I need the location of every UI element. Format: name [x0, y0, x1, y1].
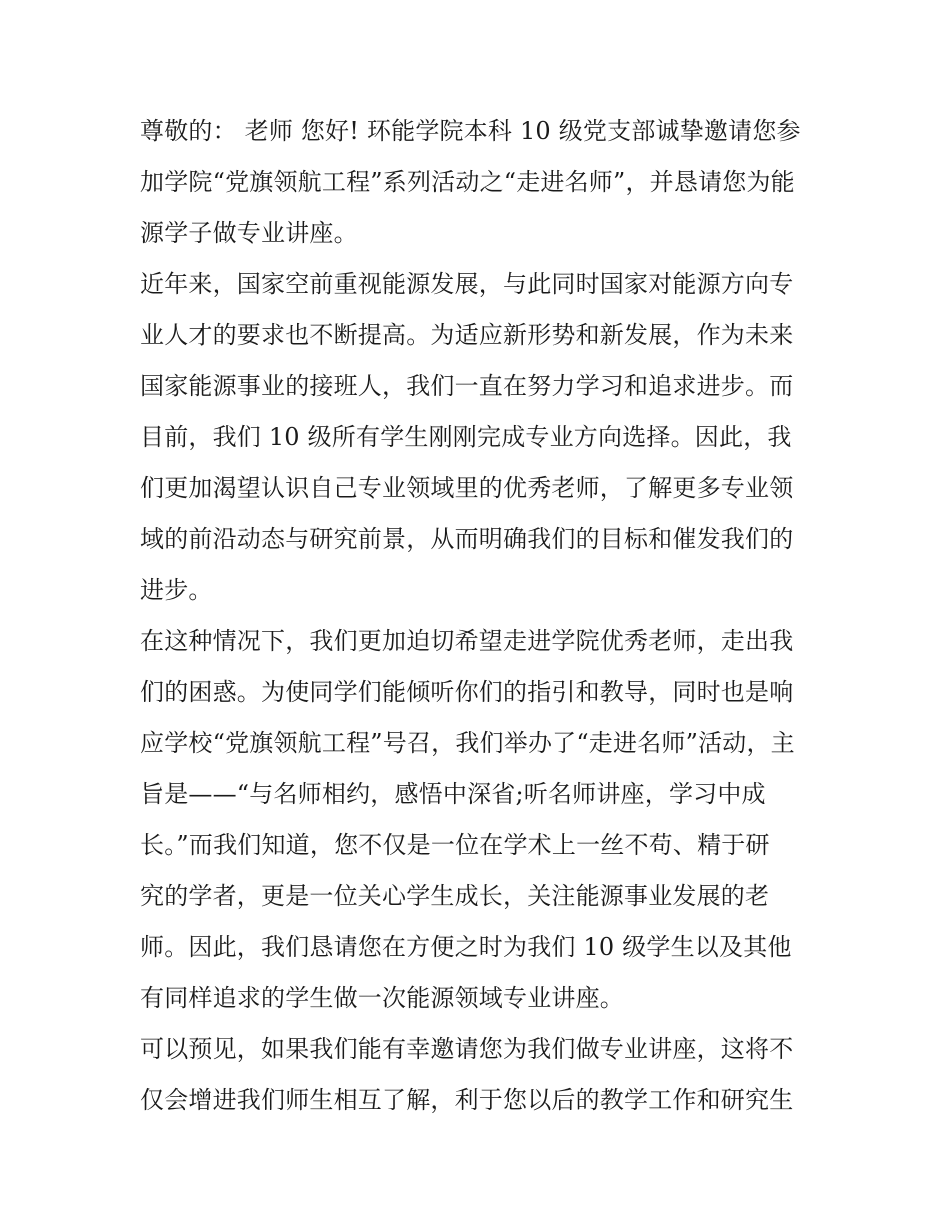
- text-line: 域的前沿动态与研究前景，从而明确我们的目标和催发我们的: [140, 525, 794, 553]
- letter-body: [140, 106, 812, 1126]
- text-line: 近年来，国家空前重视能源发展，与此同时国家对能源方向专: [140, 270, 794, 298]
- text-line: 可以预见，如果我们能有幸邀请您为我们做专业讲座，这将不: [140, 1035, 794, 1063]
- text-line: 进步。: [140, 576, 213, 604]
- text-line: 究的学者，更是一位关心学生成长，关注能源事业发展的老: [140, 882, 770, 910]
- text-line: 加学院“党旗领航工程”系列活动之“走进名师”，并恳请您为能: [140, 168, 795, 196]
- text-line: 们更加渴望认识自己专业领域里的优秀老师，了解更多专业领: [140, 474, 794, 502]
- text-line: 旨是——“与名师相约，感悟中深省;听名师讲座，学习中成: [140, 780, 766, 808]
- text-line: 应学校“党旗领航工程”号召，我们举办了“走进名师”活动，主: [140, 729, 795, 757]
- text-line: 仅会增进我们师生相互了解，利于您以后的教学工作和研究生: [140, 1086, 794, 1114]
- text-line: 在这种情况下，我们更加迫切希望走进学院优秀老师，走出我: [140, 627, 794, 655]
- text-line: 源学子做专业讲座。: [140, 219, 358, 247]
- text-line: 师。因此，我们恳请您在方便之时为我们 10 级学生以及其他: [140, 933, 792, 961]
- text-line: 目前，我们 10 级所有学生刚刚完成专业方向选择。因此，我: [140, 423, 792, 451]
- text-line: 长。”而我们知道，您不仅是一位在学术上一丝不苟、精于研: [140, 831, 770, 859]
- text-line: 有同样追求的学生做一次能源领域专业讲座。: [140, 984, 624, 1012]
- text-line: 国家能源事业的接班人，我们一直在努力学习和追求进步。而: [140, 372, 794, 400]
- text-line: 们的困惑。为使同学们能倾听你们的指引和教导，同时也是响: [140, 678, 794, 706]
- text-line: 尊敬的： 老师 您好! 环能学院本科 10 级党支部诚挚邀请您参: [140, 117, 801, 145]
- text-line: 业人才的要求也不断提高。为适应新形势和新发展，作为未来: [140, 321, 794, 349]
